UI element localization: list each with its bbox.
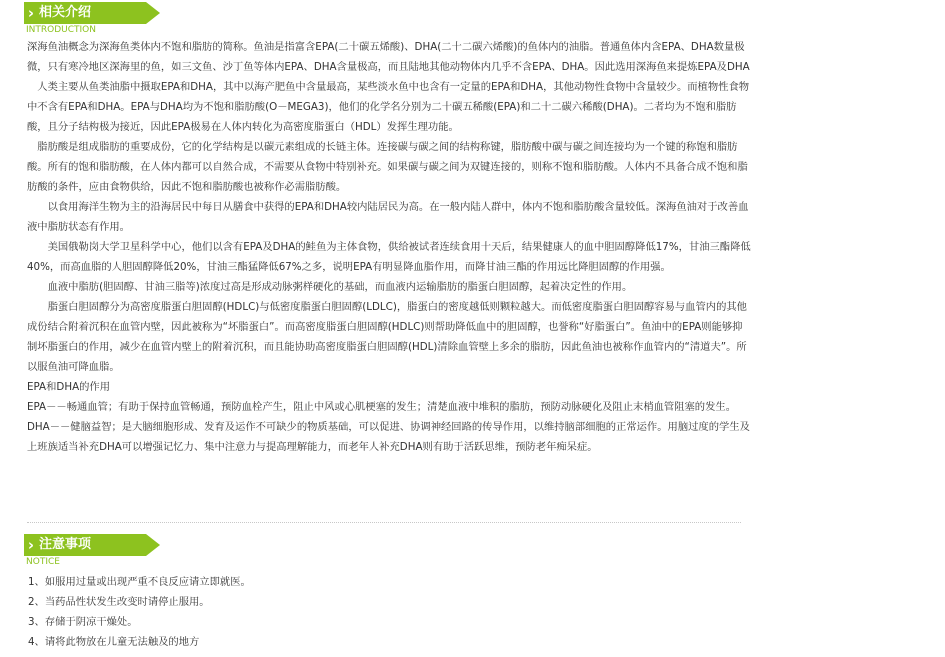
- intro-body: [27, 37, 751, 457]
- intro-paragraph: 人类主要从鱼类油脂中摄取EPA和DHA，其中以海产肥鱼中含量最高，某些淡水鱼中也含有一定量的EPA和DHA，其他动物性食物中含量较少。而植物性食物中不含有EPA和DHA。EPA与DHA均为不饱和脂肪酸(O－MEGA3)，他们的化学名分别为二十碳五稀酸(EPA)和二十二碳六稀酸(DHA)。二者均为不饱和脂肪酸，且分子结构极为接近，因此EPA极易在人体内转化为高密度脂蛋白（HDL）发挥生理功能。: [27, 81, 750, 133]
- intro-paragraph: 脂蛋白胆固醇分为高密度脂蛋白胆固醇(HDLC)与低密度脂蛋白胆固醇(LDLC)，脂蛋白的密度越低则颗粒越大。而低密度脂蛋白胆固醇容易与血管内的其他成份结合附着沉积在血管内壁，因此被称为“坏脂蛋白”。而高密度脂蛋白胆固醇(HDLC)则帮助降低血中的胆固醇，也誉称“好脂蛋白”。鱼油中的EPA则能够抑制坏脂蛋白的作用，减少在血管内壁上的附着沉积，而且能协助高密度脂蛋白胆固醇(HDL)清除血管壁上多余的脂肪，因此鱼油也被称作血管内的“清道夫”。所以服鱼油可降血脂。: [27, 301, 747, 373]
- notice-item: 1、如服用过量或出现严重不良反应请立即就医。: [28, 576, 251, 588]
- intro-paragraph: 美国俄勒岗大学卫星科学中心，他们以含有EPA及DHA的鲑鱼为主体食物，供给被试者连续食用十天后，结果健康人的血中胆固醇降低17%，甘油三酯降低40%，而高血脂的人胆固醇降低20%，甘油三酯猛降低67%之多，说明EPA有明显降血脂作用，而降甘油三酯的作用远比降胆固醇的作用强。: [27, 241, 751, 273]
- notice-subtitle: NOTICE: [26, 557, 60, 567]
- notice-item: 3、存储于阴凉干燥处。: [28, 616, 138, 628]
- intro-paragraph: EPA和DHA的作用: [27, 381, 111, 393]
- chevron-right-icon: ›: [27, 4, 35, 22]
- notice-list: [28, 572, 628, 652]
- intro-paragraph: DHA－－健脑益智；是大脑细胞形成、发育及运作不可缺少的物质基础，可以促进、协调神经回路的传导作用，以维持脑部细胞的正常运作。用脑过度的学生及上班族适当补充DHA可以增强记忆力、集中注意力与提高理解能力，而老年人补充DHA则有助于活跃思维，预防老年痴呆症。: [27, 421, 750, 453]
- section-divider: [27, 522, 741, 523]
- notice-title: 注意事项: [39, 537, 92, 552]
- intro-title: 相关介绍: [39, 5, 92, 20]
- intro-paragraph: 以食用海洋生物为主的沿海居民中每日从膳食中获得的EPA和DHA较内陆居民为高。在一般内陆人群中，体内不饱和脂肪酸含量较低。深海鱼油对于改善血液中脂肪状态有作用。: [27, 201, 749, 233]
- intro-paragraph: 血液中脂肪(胆固醇、甘油三脂等)浓度过高是形成动脉粥样硬化的基础，而血液内运输脂肪的脂蛋白胆固醇，起着决定性的作用。: [27, 281, 633, 293]
- notice-item: 4、请将此物放在儿童无法触及的地方: [28, 636, 200, 648]
- notice-item: 2、当药品性状发生改变时请停止服用。: [28, 596, 210, 608]
- intro-paragraph: 脂肪酸是组成脂肪的重要成份，它的化学结构是以碳元素组成的长链主体。连接碳与碳之间的结构称键，脂肪酸中碳与碳之间连接均为一个键的称饱和脂肪酸。所有的饱和脂肪酸，在人体内都可以自然合成，不需要从食物中特别补充。如果碳与碳之间为双键连接的，则称不饱和脂肪酸。人体内不具备合成不饱和脂肪酸的条件，应由食物供给，因此不饱和脂肪酸也被称作必需脂肪酸。: [27, 141, 748, 193]
- intro-paragraph: EPA－－畅通血管；有助于保持血管畅通，预防血栓产生，阻止中风或心肌梗塞的发生；清楚血液中堆积的脂肪，预防动脉硬化及阻止末梢血管阻塞的发生。: [27, 401, 736, 413]
- intro-subtitle: INTRODUCTION: [26, 25, 96, 35]
- chevron-right-icon: ›: [27, 536, 35, 554]
- intro-paragraph: 深海鱼油概念为深海鱼类体内不饱和脂肪的简称。鱼油是指富含EPA(二十碳五烯酸)、DHA(二十二碳六烯酸)的鱼体内的油脂。普通鱼体内含EPA、DHA数量极微，只有寒冷地区深海里的鱼，如三文鱼、沙丁鱼等体内EPA、DHA含量极高，而且陆地其他动物体内几乎不含EPA、DHA。因此选用深海鱼来提炼EPA及DHA: [27, 41, 750, 73]
